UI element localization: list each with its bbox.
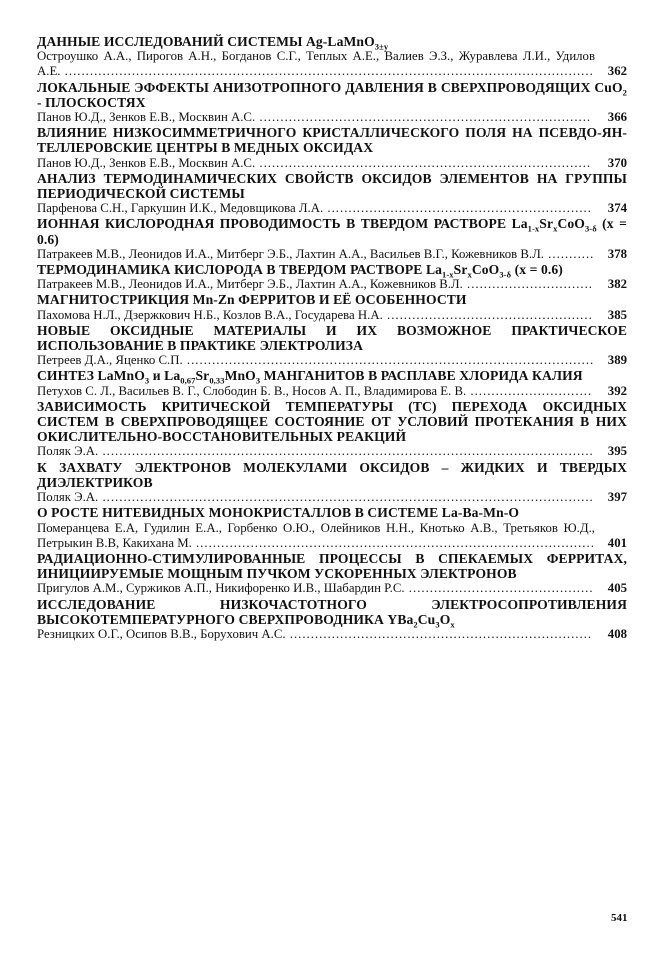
entry-page-number: 392	[607, 383, 627, 398]
entry-authors-row	[37, 384, 627, 399]
title-text: ТЕРМОДИНАМИКА КИСЛОРОДА В ТВЕРДОМ РАСТВОРЕ La	[37, 262, 443, 278]
leader-dots: ...............................................................................................	[191, 535, 595, 550]
title-subscript: 0,33	[209, 376, 225, 387]
entry-page-number: 397	[607, 490, 627, 505]
leader-dots: ............................................	[404, 581, 594, 596]
entry-authors	[37, 308, 601, 323]
title-subscript: 2	[622, 87, 627, 98]
entry-title	[37, 505, 627, 520]
table-of-contents	[37, 34, 627, 642]
title-text: Sr	[195, 368, 210, 384]
entry-page-number: 382	[607, 277, 627, 292]
title-text: ВЛИЯНИЕ НИЗКОСИММЕТРИЧНОГО КРИСТАЛЛИЧЕСКОГО ПОЛЯ НА ПСЕВДО-ЯН-ТЕЛЛЕРОВСКИЕ ЦЕНТРЫ В МЕДНЫХ ОКСИДАХ	[37, 125, 627, 156]
title-subscript: 3	[144, 376, 150, 387]
toc-entry	[37, 262, 627, 292]
title-text: ИОННАЯ КИСЛОРОДНАЯ ПРОВОДИМОСТЬ В ТВЕРДОМ РАСТВОРЕ La	[37, 216, 528, 232]
entry-title	[37, 596, 627, 630]
entry-title	[37, 292, 627, 307]
title-text: CoO	[557, 216, 585, 232]
entry-authors-row	[37, 277, 627, 292]
title-text: АНАЛИЗ ТЕРМОДИНАМИЧЕСКИХ СВОЙСТВ ОКСИДОВ ЭЛЕМЕНТОВ НА ГРУППЫ ПЕРИОДИЧЕСКОЙ СИСТЕМЫ	[37, 170, 627, 202]
entry-title	[37, 216, 627, 246]
entry-authors	[37, 201, 601, 216]
title-text: и La	[149, 368, 181, 384]
title-text: СИНТЕЗ LaMnO	[37, 368, 145, 384]
entry-title	[37, 171, 627, 201]
authors-text: Парфенова С.Н., Гаркушин И.К., Медовщикова Л.А.	[37, 201, 324, 216]
entry-page-number: 401	[607, 535, 627, 550]
title-text: ЛОКАЛЬНЫЕ ЭФФЕКТЫ АНИЗОТРОПНОГО ДАВЛЕНИЯ В СВЕРХПРОВОДЯЩИХ CuO	[37, 79, 623, 95]
entry-title	[37, 460, 627, 490]
leader-dots: .................................................	[382, 307, 593, 322]
authors-text: Пахомова Н.Л., Дзержкович Н.Б., Козлов В.А., Государева Н.А.	[37, 307, 383, 322]
entry-page-number: 378	[607, 246, 627, 261]
entry-authors-row	[37, 49, 627, 79]
entry-authors	[37, 444, 601, 459]
leader-dots: ...............................................................................	[255, 155, 592, 170]
authors-text: Петреев Д.А., Яценко С.П.	[37, 353, 183, 368]
title-subscript: 0,67	[180, 376, 196, 387]
title-text: МАГНИТОСТРИКЦИЯ Mn-Zn ФЕРРИТОВ И ЕЁ ОСОБЕННОСТИ	[37, 292, 467, 308]
entry-title	[37, 262, 627, 280]
authors-text: Померанцева Е.А, Гудилин Е.А., Горбенко О.Ю., Олейников Н.Н., Кнотько А.В., Третьяков Ю.Д., Петрыкин В.В, Какихана М.	[37, 520, 595, 550]
entry-authors	[37, 277, 601, 292]
entry-title	[37, 34, 627, 52]
entry-authors-row	[37, 490, 627, 505]
toc-entry	[37, 34, 627, 80]
entry-authors-row	[37, 201, 627, 216]
entry-authors-row	[37, 247, 627, 262]
entry-page-number: 395	[607, 444, 627, 459]
entry-title	[37, 80, 627, 110]
title-text: ЗАВИСИМОСТЬ КРИТИЧЕСКОЙ ТЕМПЕРАТУРЫ (ТС) ПЕРЕХОДА ОКСИДНЫХ СИСТЕМ В СВЕРХПРОВОДЯЩЕЕ СОСТОЯНИЕ ОТ УСЛОВИЙ ПРОТЕКАНИЯ В НИХ ОКИСЛИТЕЛЬНО-ВОССТАНОВИТЕЛЬНЫХ РЕАКЦИЙ	[37, 398, 627, 445]
title-subscript: x	[467, 269, 472, 280]
entry-authors-row	[37, 581, 627, 596]
toc-entry	[37, 597, 627, 643]
title-text: ИССЛЕДОВАНИЕ НИЗКОЧАСТОТНОГО ЭЛЕКТРОСОПРОТИВЛЕНИЯ ВЫСОКОТЕМПЕРАТУРНОГО СВЕРХПРОВОДНИКА YBa	[37, 596, 627, 627]
leader-dots: ..............................	[462, 277, 593, 292]
toc-entry	[37, 368, 627, 398]
toc-entry	[37, 505, 627, 551]
title-text: MnO	[224, 368, 256, 384]
toc-entry	[37, 80, 627, 126]
entry-authors	[37, 627, 601, 642]
leader-dots: ..............................................................................................................................	[60, 64, 594, 79]
entry-title	[37, 125, 627, 155]
toc-entry	[37, 399, 627, 460]
title-text: (x = 0.6)	[37, 216, 627, 247]
entry-page-number: 389	[607, 353, 627, 368]
title-subscript: 3±y	[374, 41, 389, 52]
entry-authors-row	[37, 308, 627, 323]
title-text: O	[439, 611, 451, 627]
title-subscript: x	[450, 619, 455, 630]
leader-dots: ........................................................................	[285, 626, 593, 641]
authors-text: Поляк Э.А.	[37, 490, 99, 505]
title-subscript: 2	[413, 619, 418, 630]
entry-title	[37, 551, 627, 581]
authors-text: Петухов С. Л., Васильев В. Г., Слободин Б. В., Носов А. П., Владимирова Е. В.	[37, 383, 467, 398]
entry-authors	[37, 521, 601, 551]
entry-authors	[37, 49, 601, 79]
toc-entry	[37, 460, 627, 506]
leader-dots: .................................................................................................	[182, 353, 595, 368]
title-text: (x = 0.6)	[511, 262, 563, 278]
entry-title	[37, 399, 627, 445]
toc-entry	[37, 551, 627, 597]
page-number: 541	[611, 912, 628, 924]
entry-page-number: 405	[607, 581, 627, 596]
authors-text: Патракеев М.В., Леонидов И.А., Митберг Э.Б., Лахтин А.А., Кожевников В.Л.	[37, 277, 463, 292]
title-subscript: 3-δ	[584, 224, 597, 235]
entry-authors-row	[37, 156, 627, 171]
toc-entry	[37, 171, 627, 217]
entry-authors	[37, 110, 601, 125]
entry-page-number: 366	[607, 110, 627, 125]
toc-entry	[37, 292, 627, 322]
title-text: Sr	[453, 262, 468, 278]
entry-authors	[37, 247, 601, 262]
toc-entry	[37, 216, 627, 262]
toc-entry	[37, 323, 627, 369]
title-subscript: 3	[435, 619, 440, 630]
authors-text: Панов Ю.Д., Зенков Е.В., Москвин А.С.	[37, 110, 256, 125]
leader-dots: ...............................................................	[323, 201, 592, 216]
entry-authors-row	[37, 444, 627, 459]
entry-authors-row	[37, 353, 627, 368]
entry-page-number: 408	[607, 626, 627, 641]
entry-page-number: 385	[607, 307, 627, 322]
leader-dots: ...............................................................................	[255, 110, 592, 125]
leader-dots: ...........	[543, 246, 595, 261]
authors-text: Резницких О.Г., Осипов В.В., Борухович А.С.	[37, 626, 286, 641]
title-text: Cu	[417, 611, 436, 627]
title-subscript: 1-x	[527, 224, 540, 235]
title-text: О РОСТЕ НИТЕВИДНЫХ МОНОКРИСТАЛЛОВ В СИСТЕМЕ La-Ba-Mn-O	[37, 505, 520, 521]
title-subscript: 3	[255, 376, 261, 387]
authors-text: Патракеев М.В., Леонидов И.А., Митберг Э.Б., Лахтин А.А., Васильев В.Г., Кожевников В.Л.	[37, 246, 544, 261]
entry-authors-row	[37, 110, 627, 125]
entry-page-number: 370	[607, 155, 627, 170]
entry-authors	[37, 490, 601, 505]
toc-entry	[37, 125, 627, 171]
title-subscript: 3-δ	[499, 269, 512, 280]
entry-authors	[37, 384, 601, 399]
entry-title	[37, 323, 627, 353]
leader-dots: .....................................................................................................................	[98, 490, 594, 505]
title-text: НОВЫЕ ОКСИДНЫЕ МАТЕРИАЛЫ И ИХ ВОЗМОЖНОЕ ПРАКТИЧЕСКОЕ ИСПОЛЬЗОВАНИЕ В ПРАКТИКЕ ЭЛЕКТРОЛИЗА	[37, 322, 627, 354]
title-text: Sr	[539, 216, 554, 232]
title-text: CoO	[471, 262, 500, 278]
title-subscript: 1-x	[442, 269, 454, 280]
title-text: РАДИАЦИОННО-СТИМУЛИРОВАННЫЕ ПРОЦЕССЫ В СПЕКАЕМЫХ ФЕРРИТАХ, ИНИЦИИРУЕМЫЕ МОЩНЫМ ПУЧКОМ УСКОРЕННЫХ ЭЛЕКТРОНОВ	[37, 550, 627, 582]
entry-page-number: 362	[607, 64, 627, 79]
entry-authors-row	[37, 521, 627, 551]
entry-authors	[37, 353, 601, 368]
title-text: ДАННЫЕ ИССЛЕДОВАНИЙ СИСТЕМЫ Ag-LaMnO	[37, 34, 375, 49]
entry-title	[37, 368, 627, 387]
title-text: - ПЛОСКОСТЯХ	[37, 94, 146, 110]
leader-dots: .............................	[466, 383, 593, 398]
title-text: К ЗАХВАТУ ЭЛЕКТРОНОВ МОЛЕКУЛАМИ ОКСИДОВ – ЖИДКИХ И ТВЕРДЫХ ДИЭЛЕКТРИКОВ	[37, 459, 627, 490]
authors-text: Поляк Э.А.	[37, 444, 99, 459]
leader-dots: .....................................................................................................................	[98, 444, 594, 459]
title-text: МАНГАНИТОВ В РАСПЛАВЕ ХЛОРИДА КАЛИЯ	[260, 368, 583, 384]
entry-page-number: 374	[607, 201, 627, 216]
entry-authors	[37, 156, 601, 171]
title-subscript: x	[553, 224, 558, 235]
authors-text: Пригулов А.М., Суржиков А.П., Никифоренко И.В., Шабардин Р.С.	[37, 581, 405, 596]
entry-authors	[37, 581, 601, 596]
entry-authors-row	[37, 627, 627, 642]
authors-text: Панов Ю.Д., Зенков Е.В., Москвин А.С.	[37, 155, 256, 170]
authors-text: Остроушко А.А., Пирогов А.Н., Богданов С.Г., Теплых А.Е., Валиев Э.З., Журавлева Л.И., Удилов А.Е.	[37, 49, 595, 79]
